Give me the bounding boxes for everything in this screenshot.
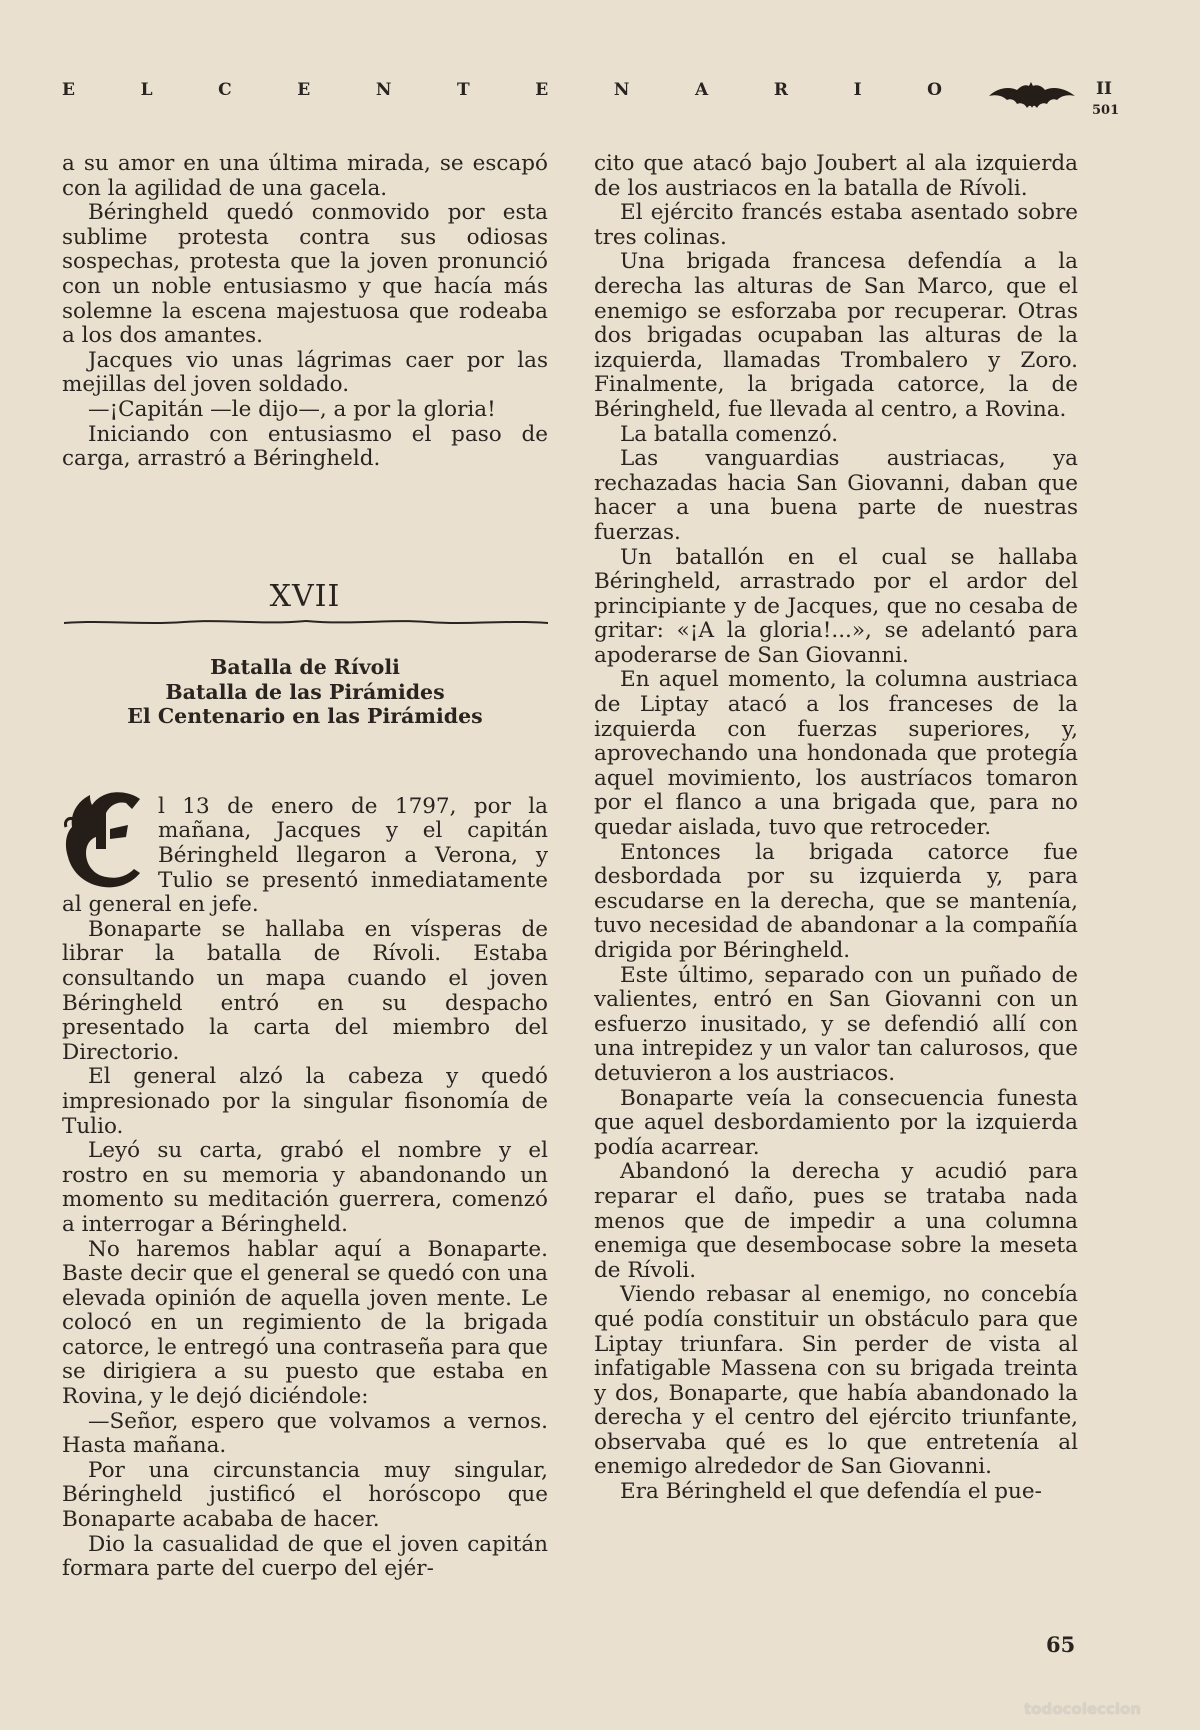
running-title-letter: I bbox=[853, 80, 862, 100]
paragraph: Un batallón en el cual se hallaba Béringheld, arrastrado por el ardor del principiante y de Jacques, que no cesaba de gritar: «¡A la gloria!...», se adelantó para apoderarse de San Giovanni. bbox=[594, 544, 1078, 668]
watermark: todocoleccion bbox=[1024, 1700, 1141, 1718]
opening-paragraph bbox=[62, 795, 548, 918]
paragraph: Leyó su carta, grabó el nombre y el rostro en su memoria y abandonando un momento su meditación guerrera, comenzó a interrogar a Béringheld. bbox=[62, 1138, 548, 1237]
opening-paragraph-text: l 13 de enero de 1797, por la mañana, Jacques y el capitán Béringheld llegaron a Verona, y Tulio se presentó inmediatamente al general en jefe. bbox=[62, 793, 548, 918]
paragraph: a su amor en una última mirada, se escapó con la agilidad de una gacela. bbox=[62, 151, 548, 201]
paragraph: Abandonó la derecha y acudió para reparar el daño, pues se trataba nada menos que de impedir a una columna enemiga que desembocase sobre la meseta de Rívoli. bbox=[594, 1159, 1078, 1283]
running-header bbox=[62, 79, 1120, 118]
running-title-letter: E bbox=[297, 80, 311, 100]
running-title-letter: E bbox=[62, 80, 75, 100]
paragraph: Iniciando con entusiasmo el paso de carga, arrastró a Béringheld. bbox=[62, 421, 548, 472]
paragraph: —Señor, espero que volvamos a vernos. Hasta mañana. bbox=[62, 1408, 548, 1459]
running-title-letter: T bbox=[457, 80, 470, 100]
running-title-letter: O bbox=[927, 80, 942, 100]
running-title bbox=[62, 80, 942, 100]
paragraph: Entonces la brigada catorce fue desbordada por su izquierda y, para escudarse en la derecha, que se mantenía, tuvo necesidad de abandonar a la compañía drigida por Béringheld. bbox=[594, 839, 1078, 963]
running-title-letter: C bbox=[218, 80, 232, 100]
paragraph: cito que atacó bajo Joubert al ala izquierda de los austriacos en la batalla de Rívoli. bbox=[594, 151, 1078, 201]
folio-number: 501 bbox=[1092, 103, 1120, 118]
paragraph: El general alzó la cabeza y quedó impresionado por la singular fisonomía de Tulio. bbox=[62, 1064, 548, 1139]
paragraph: Por una circunstancia muy singular, Béringheld justificó el horóscopo que Bonaparte acababa de hacer. bbox=[62, 1457, 548, 1533]
paragraph: Bonaparte veía la consecuencia funesta que aquel desbordamiento por la izquierda podía acarrear. bbox=[594, 1085, 1078, 1160]
chapter-number: XVII bbox=[269, 578, 341, 614]
paragraph: Una brigada francesa defendía a la derecha las alturas de San Marco, que el enemigo se esforzaba por recuperar. Otras dos brigadas ocupaban las alturas de la izquierda, llamadas Trombalero y Zoro. Finalmente, la brigada catorce, la de Béringheld, fue llevada al centro, a Rovina. bbox=[594, 249, 1078, 422]
chapter-subtitle-line: El Centenario en las Pirámides bbox=[127, 704, 483, 729]
paragraph: Béringheld quedó conmovido por esta sublime protesta contra sus odiosas sospechas, protesta que la joven pronunció con un noble entusiasmo y que hacía más solemne la escena majestuosa que rodeaba a los dos amantes. bbox=[62, 200, 548, 349]
paragraph: El ejército francés estaba asentado sobre tres colinas. bbox=[594, 200, 1078, 250]
paragraph: Dio la casualidad de que el joven capitán formara parte del cuerpo del ejér- bbox=[62, 1531, 548, 1582]
chapter-subtitle-line: Batalla de Rívoli bbox=[210, 655, 400, 680]
chapter-subtitle bbox=[62, 655, 548, 729]
running-title-letter: R bbox=[773, 80, 788, 100]
paragraph: La batalla comenzó. bbox=[620, 421, 839, 447]
paragraph: Las vanguardias austriacas, ya rechazadas hacia San Giovanni, daban que hacer a una buena parte de nuestras fuerzas. bbox=[594, 446, 1078, 545]
page-number: 65 bbox=[1046, 1632, 1076, 1657]
paragraph: Viendo rebasar al enemigo, no concebía qué podía constituir un obstáculo para que Liptay triunfara. Sin perder de vista al infatigable Massena con su brigada treinta y dos, Bonaparte, que había abandonado la derecha y el centro del ejército triunfante, observaba qué es lo que entretenía al enemigo alrededor de San Giovanni. bbox=[594, 1282, 1078, 1480]
running-title-letter: L bbox=[140, 80, 153, 100]
running-title-letter: A bbox=[695, 80, 709, 100]
right-column bbox=[594, 152, 1078, 1505]
volume-number: II bbox=[1096, 79, 1112, 99]
left-column bbox=[62, 152, 548, 1582]
bat-icon bbox=[987, 78, 1077, 112]
paragraph: Este último, separado con un puñado de valientes, entró en San Giovanni con un esfuerzo inusitado, y se defendió allí con una intrepidez y un valor tan calurosos, que detuvieron a los austriacos. bbox=[594, 962, 1078, 1086]
chapter-rule bbox=[64, 615, 548, 629]
chapter-subtitle-line: Batalla de las Pirámides bbox=[165, 679, 445, 704]
paragraph: Bonaparte se hallaba en vísperas de librar la batalla de Rívoli. Estaba consultando un mapa cuando el joven Béringheld entró en su despacho presentado la carta del miembro del Directorio. bbox=[62, 916, 548, 1065]
paragraph: En aquel momento, la columna austriaca de Liptay atacó a los franceses de la izquierda con fuerzas superiores, y, aprovechando una hondonada que protegía aquel movimiento, los austríacos tomaron por el flanco a una brigada que, para no quedar aislada, tuvo que retroceder. bbox=[594, 667, 1078, 841]
paragraph: Jacques vio unas lágrimas caer por las mejillas del joven soldado. bbox=[62, 347, 548, 398]
svg-text:E: E bbox=[116, 854, 127, 871]
paragraph: —¡Capitán —le dijo—, a por la gloria! bbox=[88, 396, 496, 422]
paragraph: Era Béringheld el que defendía el pue- bbox=[620, 1479, 1042, 1505]
running-title-letter: E bbox=[535, 80, 549, 100]
paragraph: No haremos hablar aquí a Bonaparte. Baste decir que el general se quedó con una elevada opinión de aquella joven mente. Le colocó en un regimiento de la brigada catorce, le entregó una contraseña para que se dirigiera a su puesto que estaba en Rovina, y le dejó diciéndole: bbox=[62, 1236, 548, 1410]
dropcap-letter bbox=[60, 789, 146, 893]
running-title-letter: N bbox=[613, 80, 630, 100]
running-title-letter: N bbox=[375, 80, 392, 100]
